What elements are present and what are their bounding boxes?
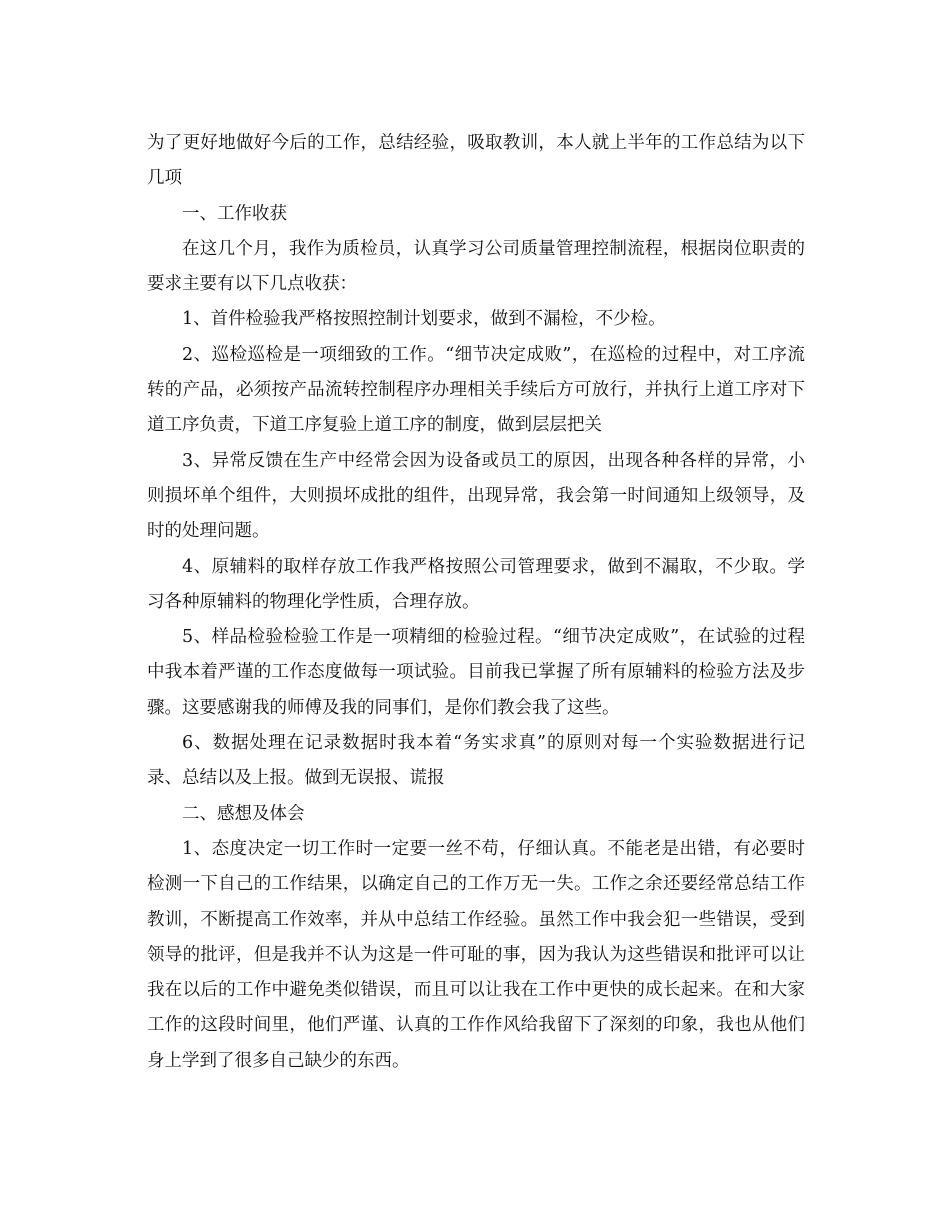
paragraph-reflection-1: 1、态度决定一切工作时一定要一丝不苟，仔细认真。不能老是出错，有必要时检测一下自己的工作结果，以确定自己的工作万无一失。工作之余还要经常总结工作教训，不断提高工作效率，并从中总结工作经验。虽然工作中我会犯一些错误，受到领导的批评，但是我并不认为这是一件可耻的事，因为我认为这些错误和批评可以让我在以后的工作中避免类似错误，而且可以让我在工作中更快的成长起来。在和大家工作的这段时间里，他们严谨、认真的工作作风给我留下了深刻的印象，我也从他们身上学到了很多自己缺少的东西。 (147, 838, 805, 1071)
paragraph-item-3: 3、异常反馈在生产中经常会因为设备或员工的原因，出现各种各样的异常，小则损坏单个组件，大则损坏成批的组件，出现异常，我会第一时间通知上级领导，及时的处理问题。 (147, 450, 805, 542)
paragraph-item-5: 5、样品检验检验工作是一项精细的检验过程。“细节决定成败”，在试验的过程中我本着严谨的工作态度做每一项试验。目前我已掌握了所有原辅料的检验方法及步骤。这要感谢我的师傅及我的同事们，是你们教会我了这些。 (147, 627, 805, 718)
paragraph-item-6: 6、数据处理在记录数据时我本着“务实求真”的原则对每一个实验数据进行记录、总结以及上报。做到无误报、谎报 (147, 733, 805, 789)
section-heading-work-gains: 一、工作收获 (182, 203, 287, 224)
paragraph-item-1: 1、首件检验我严格按照控制计划要求，做到不漏检，不少检。 (182, 309, 666, 330)
intro-paragraph: 为了更好地做好今后的工作，总结经验，吸取教训，本人就上半年的工作总结为以下几项 (147, 133, 805, 189)
document-body (147, 126, 805, 1079)
paragraph-item-4: 4、原辅料的取样存放工作我严格按照公司管理要求，做到不漏取，不少取。学习各种原辅料的物理化学性质，合理存放。 (147, 556, 805, 612)
section-heading-reflections: 二、感想及体会 (182, 803, 305, 824)
paragraph-gains-overview: 在这几个月，我作为质检员，认真学习公司质量管理控制流程，根据岗位职责的要求主要有以下几点收获： (147, 238, 805, 295)
paragraph-item-2: 2、巡检巡检是一项细致的工作。“细节决定成败”，在巡检的过程中，对工序流转的产品，必须按产品流转控制程序办理相关手续后方可放行，并执行上道工序对下道工序负责，下道工序复验上道工序的制度，做到层层把关 (147, 344, 805, 436)
